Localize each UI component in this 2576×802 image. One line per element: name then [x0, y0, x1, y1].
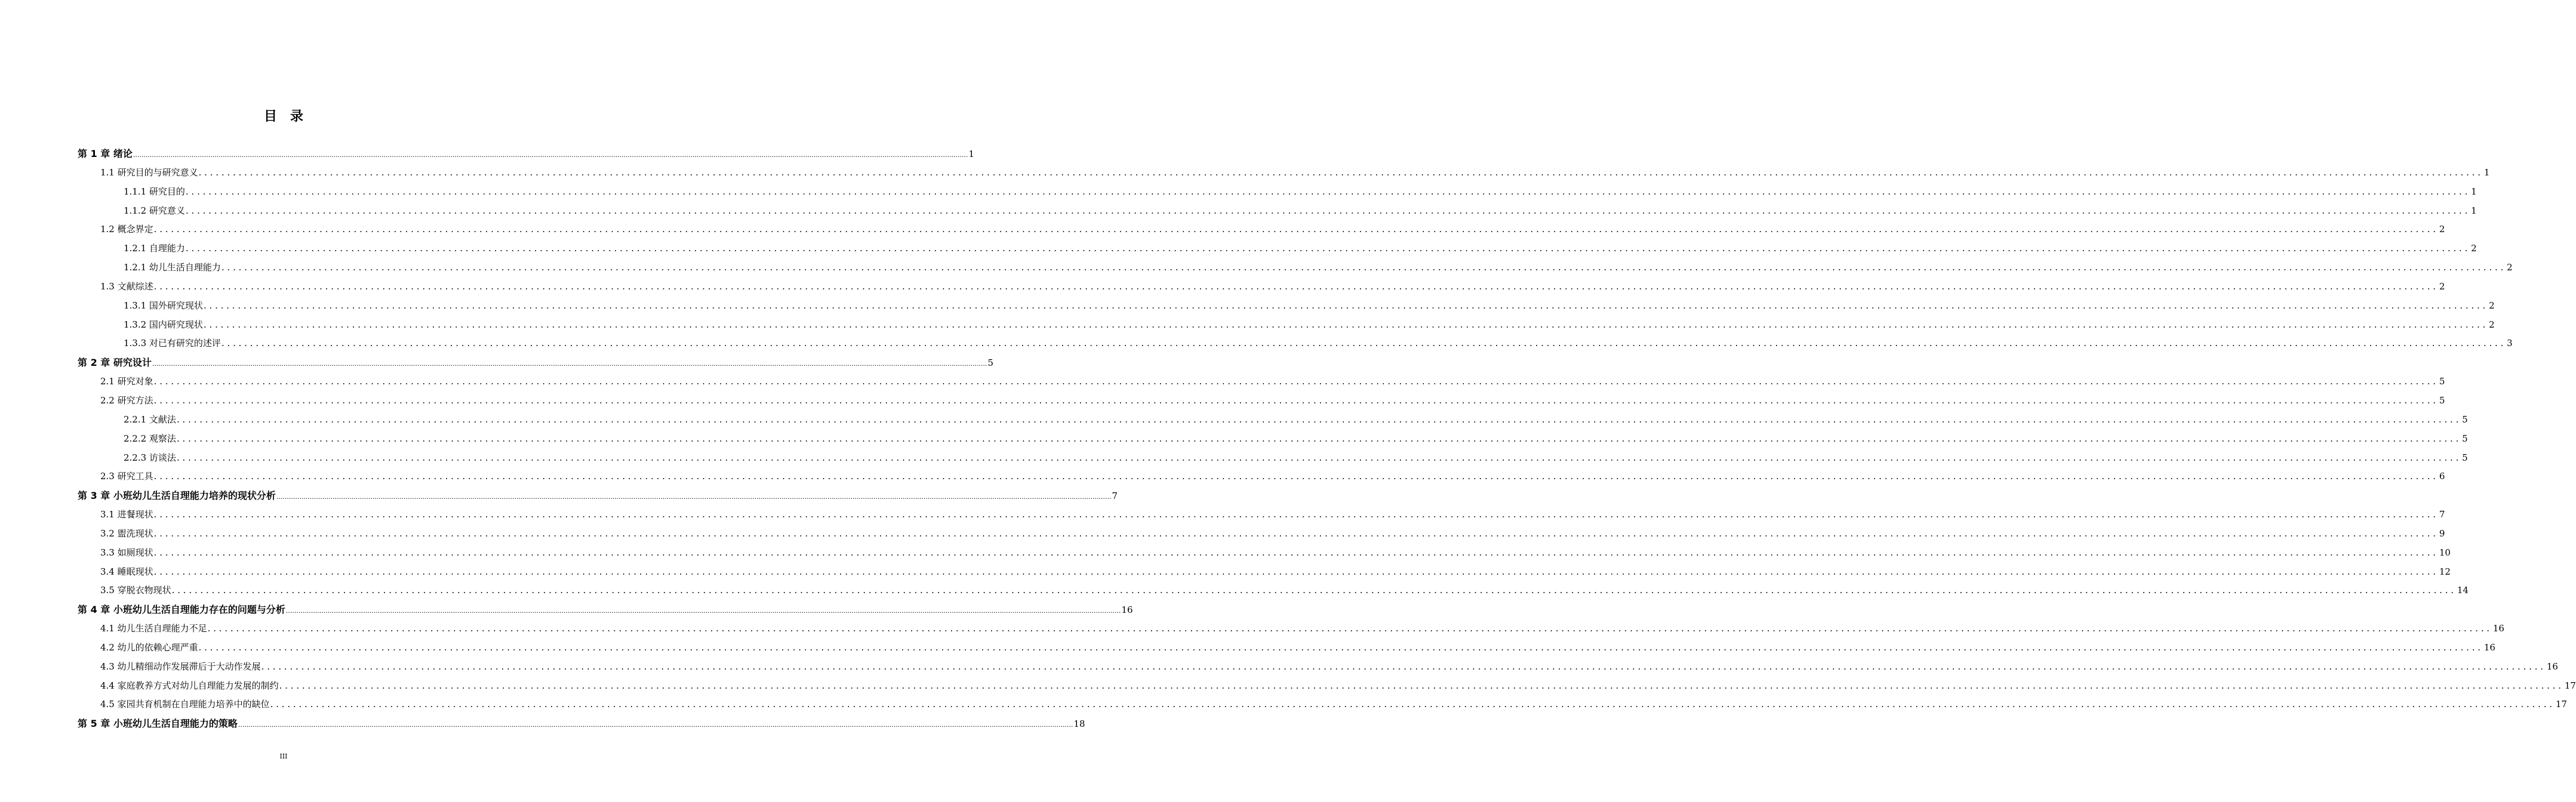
- toc-entry-page: 12: [2439, 566, 2451, 577]
- toc-entry-page: 2: [2489, 300, 2495, 311]
- toc-dot-leader: ................................................................................................................................................................................................................................................................................................................................................................................................................: [270, 699, 2555, 710]
- toc-entry-label: 第 5 章 小班幼儿生活自理能力的策略: [78, 718, 238, 730]
- toc-section-entry[interactable]: [78, 183, 2477, 202]
- toc-entry-label: 1.3.2 国内研究现状: [124, 319, 203, 330]
- toc-section-entry[interactable]: [78, 677, 2576, 696]
- toc-section-entry[interactable]: [78, 391, 2445, 411]
- toc-dot-leader: ................................................................................................................................................................................................................................................................................................................................................................................................................: [276, 493, 1112, 501]
- toc-section-entry[interactable]: [78, 695, 2567, 714]
- toc-chapter-entry[interactable]: [78, 486, 1118, 505]
- toc-dot-leader: ................................................................................................................................................................................................................................................................................................................................................................................................................: [153, 280, 2439, 292]
- toc-entry-page: 16: [2492, 623, 2504, 634]
- toc-entry-page: 1: [2471, 205, 2477, 216]
- toc-entry-label: 4.3 幼儿精细动作发展滞后于大动作发展: [100, 661, 261, 672]
- toc-section-entry[interactable]: [78, 430, 2468, 449]
- toc-entry-page: 16: [2546, 661, 2558, 672]
- toc-section-entry[interactable]: [78, 638, 2495, 658]
- toc-dot-leader: ................................................................................................................................................................................................................................................................................................................................................................................................................: [153, 376, 2439, 387]
- toc-dot-leader: ................................................................................................................................................................................................................................................................................................................................................................................................................: [153, 394, 2439, 406]
- toc-entry-page: 10: [2439, 547, 2451, 558]
- toc-entry-label: 4.1 幼儿生活自理能力不足: [100, 623, 207, 634]
- toc-section-entry[interactable]: [78, 449, 2468, 468]
- toc-dot-leader: ................................................................................................................................................................................................................................................................................................................................................................................................................: [171, 585, 2457, 596]
- toc-entry-page: 18: [1073, 718, 1085, 730]
- toc-entry-page: 5: [987, 357, 994, 369]
- toc-section-entry[interactable]: [78, 372, 2445, 391]
- toc-chapter-entry[interactable]: [78, 144, 975, 164]
- toc-dot-leader: ................................................................................................................................................................................................................................................................................................................................................................................................................: [207, 623, 2492, 634]
- toc-dot-leader: ................................................................................................................................................................................................................................................................................................................................................................................................................: [176, 433, 2462, 444]
- toc-section-entry[interactable]: [78, 220, 2445, 239]
- toc-entry-label: 第 3 章 小班幼儿生活自理能力培养的现状分析: [78, 490, 276, 502]
- toc-section-entry[interactable]: [78, 563, 2451, 582]
- toc-entry-label: 1.1.2 研究意义: [124, 205, 185, 216]
- toc-dot-leader: ................................................................................................................................................................................................................................................................................................................................................................................................................: [185, 243, 2471, 254]
- toc-section-entry[interactable]: [78, 658, 2558, 677]
- toc-section-entry[interactable]: [78, 544, 2451, 563]
- toc-section-entry[interactable]: [78, 505, 2445, 525]
- toc-entry-label: 第 2 章 研究设计: [78, 357, 152, 369]
- toc-entry-label: 1.3 文献综述: [100, 280, 153, 292]
- toc-entry-label: 3.3 如厕现状: [100, 547, 153, 558]
- toc-entry-page: 17: [2555, 699, 2567, 710]
- toc-entry-label: 1.2 概念界定: [100, 224, 153, 235]
- toc-entry-page: 2: [2439, 224, 2445, 235]
- toc-entry-page: 9: [2439, 528, 2445, 539]
- toc-entry-page: 7: [1112, 491, 1118, 502]
- toc-entry-page: 5: [2462, 414, 2468, 425]
- toc-entry-page: 7: [2439, 509, 2445, 520]
- toc-entry-label: 3.1 进餐现状: [100, 509, 153, 520]
- toc-entry-page: 2: [2471, 243, 2477, 254]
- toc-chapter-entry[interactable]: [78, 714, 1085, 733]
- toc-entry-page: 2: [2439, 280, 2445, 292]
- toc-entry-label: 4.2 幼儿的依赖心理严重: [100, 641, 198, 653]
- toc-entry-label: 1.2.1 幼儿生活自理能力: [124, 262, 221, 273]
- toc-section-entry[interactable]: [78, 258, 2513, 277]
- toc-section-entry[interactable]: [78, 316, 2495, 335]
- toc-entry-label: 3.2 盥洗现状: [100, 528, 153, 539]
- toc-entry-page: 16: [1121, 604, 1133, 616]
- table-of-contents: [78, 144, 2576, 733]
- toc-entry-label: 2.2.2 观察法: [124, 433, 176, 444]
- toc-dot-leader: ................................................................................................................................................................................................................................................................................................................................................................................................................: [185, 186, 2471, 197]
- toc-dot-leader: ................................................................................................................................................................................................................................................................................................................................................................................................................: [153, 566, 2439, 577]
- toc-dot-leader: ................................................................................................................................................................................................................................................................................................................................................................................................................: [203, 319, 2489, 330]
- toc-entry-label: 2.1 研究对象: [100, 376, 153, 387]
- toc-dot-leader: ................................................................................................................................................................................................................................................................................................................................................................................................................: [198, 641, 2483, 653]
- toc-entry-page: 1: [2483, 166, 2490, 178]
- toc-entry-label: 2.3 研究工具: [100, 471, 153, 482]
- toc-entry-label: 1.1.1 研究目的: [124, 186, 185, 197]
- toc-entry-label: 2.2.3 访谈法: [124, 452, 176, 463]
- toc-dot-leader: ................................................................................................................................................................................................................................................................................................................................................................................................................: [153, 509, 2439, 520]
- toc-dot-leader: ................................................................................................................................................................................................................................................................................................................................................................................................................: [153, 224, 2439, 235]
- toc-entry-page: 5: [2439, 376, 2445, 387]
- toc-dot-leader: ................................................................................................................................................................................................................................................................................................................................................................................................................: [198, 166, 2483, 178]
- toc-dot-leader: ................................................................................................................................................................................................................................................................................................................................................................................................................: [133, 151, 968, 159]
- toc-entry-page: 5: [2462, 433, 2468, 444]
- toc-entry-label: 1.2.1 自理能力: [124, 243, 185, 254]
- toc-section-entry[interactable]: [78, 297, 2495, 316]
- toc-dot-leader: ................................................................................................................................................................................................................................................................................................................................................................................................................: [152, 360, 987, 368]
- toc-dot-leader: ................................................................................................................................................................................................................................................................................................................................................................................................................: [221, 338, 2507, 349]
- toc-entry-page: 5: [2439, 394, 2445, 406]
- toc-section-entry[interactable]: [78, 239, 2477, 258]
- toc-section-entry[interactable]: [78, 411, 2468, 430]
- toc-section-entry[interactable]: [78, 164, 2490, 183]
- toc-entry-page: 17: [2564, 680, 2576, 691]
- toc-entry-label: 第 1 章 绪论: [78, 148, 133, 159]
- toc-dot-leader: ................................................................................................................................................................................................................................................................................................................................................................................................................: [279, 680, 2564, 691]
- toc-dot-leader: ................................................................................................................................................................................................................................................................................................................................................................................................................: [238, 721, 1073, 729]
- toc-dot-leader: ................................................................................................................................................................................................................................................................................................................................................................................................................: [221, 262, 2507, 273]
- toc-entry-label: 4.4 家庭教养方式对幼儿自理能力发展的制约: [100, 680, 279, 691]
- toc-entry-label: 4.5 家园共育机制在自理能力培养中的缺位: [100, 699, 270, 710]
- toc-section-entry[interactable]: [78, 202, 2477, 221]
- toc-entry-page: 1: [968, 149, 975, 159]
- toc-dot-leader: ................................................................................................................................................................................................................................................................................................................................................................................................................: [176, 414, 2462, 425]
- toc-entry-page: 2: [2507, 262, 2513, 273]
- toc-dot-leader: ................................................................................................................................................................................................................................................................................................................................................................................................................: [185, 205, 2471, 216]
- toc-dot-leader: ................................................................................................................................................................................................................................................................................................................................................................................................................: [153, 547, 2439, 558]
- toc-dot-leader: ................................................................................................................................................................................................................................................................................................................................................................................................................: [153, 471, 2439, 482]
- toc-section-entry[interactable]: [78, 277, 2445, 297]
- toc-entry-label: 3.5 穿脱衣物现状: [100, 585, 171, 596]
- toc-section-entry[interactable]: [78, 525, 2445, 544]
- toc-entry-label: 1.3.3 对已有研究的述评: [124, 338, 221, 349]
- toc-entry-page: 1: [2471, 186, 2477, 197]
- toc-entry-page: 2: [2489, 319, 2495, 330]
- toc-entry-label: 第 4 章 小班幼儿生活自理能力存在的问题与分析: [78, 604, 285, 616]
- toc-section-entry[interactable]: [78, 467, 2445, 486]
- toc-dot-leader: ................................................................................................................................................................................................................................................................................................................................................................................................................: [176, 452, 2462, 463]
- page-number: III: [279, 752, 288, 760]
- toc-section-entry[interactable]: [78, 619, 2504, 638]
- toc-entry-page: 3: [2507, 338, 2513, 349]
- toc-chapter-entry[interactable]: [78, 600, 1133, 619]
- toc-entry-page: 14: [2457, 585, 2469, 596]
- toc-dot-leader: ................................................................................................................................................................................................................................................................................................................................................................................................................: [261, 661, 2546, 672]
- toc-entry-label: 1.1 研究目的与研究意义: [100, 166, 198, 178]
- toc-entry-page: 5: [2462, 452, 2468, 463]
- toc-entry-label: 1.3.1 国外研究现状: [124, 300, 203, 311]
- toc-entry-label: 3.4 睡眠现状: [100, 566, 153, 577]
- page-title: 目录: [263, 109, 316, 124]
- toc-entry-label: 2.2 研究方法: [100, 394, 153, 406]
- toc-section-entry[interactable]: [78, 334, 2513, 353]
- toc-dot-leader: ................................................................................................................................................................................................................................................................................................................................................................................................................: [153, 528, 2439, 539]
- toc-dot-leader: ................................................................................................................................................................................................................................................................................................................................................................................................................: [203, 300, 2489, 311]
- toc-chapter-entry[interactable]: [78, 353, 994, 372]
- toc-dot-leader: ................................................................................................................................................................................................................................................................................................................................................................................................................: [285, 607, 1121, 615]
- toc-entry-page: 6: [2439, 471, 2445, 482]
- toc-entry-page: 16: [2483, 641, 2495, 653]
- toc-entry-label: 2.2.1 文献法: [124, 414, 176, 425]
- toc-section-entry[interactable]: [78, 581, 2469, 600]
